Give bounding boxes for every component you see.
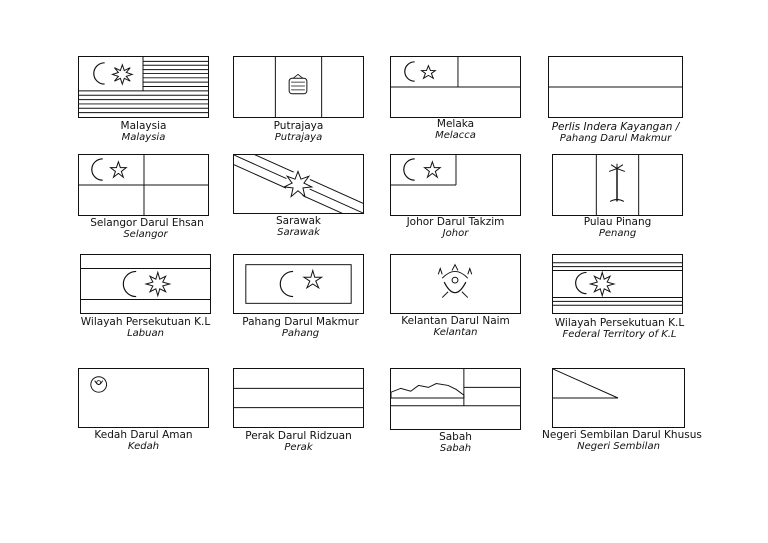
flag-name: Putrajaya [273, 120, 324, 132]
flag-name: Pulau Pinang [583, 216, 652, 228]
flag-name: Selangor Darul Ehsan [90, 217, 204, 229]
flag-name: Negeri Sembilan Darul Khusus [542, 429, 702, 441]
flag-name: Malaysia [120, 120, 167, 132]
melaka-flag [390, 56, 521, 118]
flag-subtitle: Kedah [127, 441, 160, 452]
flag-card-labuan [78, 254, 248, 364]
flag-subtitle: Selangor [123, 229, 168, 240]
flag-card-pahang [233, 254, 403, 364]
flag-subtitle: Negeri Sembilan [577, 441, 660, 452]
flag-subtitle: Penang [598, 228, 637, 239]
flag-name: Pahang Darul Makmur [242, 316, 359, 328]
flag-card-melaka [390, 56, 560, 166]
flag-name: Kelantan Darul Naim [401, 315, 510, 327]
flag-subtitle: Perak [284, 442, 313, 453]
flag-subtitle: Johor [442, 228, 469, 239]
flag-name: Melaka [436, 118, 475, 130]
flag-card-sarawak [233, 154, 403, 264]
selangor-flag [78, 154, 209, 216]
flag-card-putrajaya [233, 56, 403, 166]
flag-name: Sabah [439, 431, 472, 443]
flag-name: Perlis Indera Kayangan / [551, 121, 680, 133]
kelantan-flag [390, 254, 521, 314]
flag-subtitle: Federal Territory of K.L [562, 329, 677, 340]
flag-subtitle: Sabah [439, 443, 472, 454]
pahang-flag [233, 254, 364, 314]
flag-card-penang [552, 154, 722, 264]
flag-card-selangor [78, 154, 248, 264]
flag-card-kedah [78, 368, 248, 478]
flag-card-malaysia [78, 56, 248, 166]
flag-name: Johor Darul Takzim [406, 216, 505, 228]
flag-card-johor [390, 154, 560, 264]
flag-card-sabah [390, 368, 560, 478]
penang-flag [552, 154, 683, 216]
kuala-lumpur-flag [552, 254, 683, 314]
labuan-flag [80, 254, 211, 314]
flag-subtitle: Melacca [435, 130, 476, 141]
flag-subtitle: Sarawak [277, 227, 320, 238]
flag-name: Wilayah Persekutuan K.L [80, 316, 211, 328]
flag-name: Kedah Darul Aman [94, 429, 193, 441]
flag-card-perlis [548, 56, 718, 166]
flag-subtitle: Labuan [127, 328, 164, 339]
flag-subtitle: Pahang Darul Makmur [559, 133, 672, 144]
flag-card-kuala-lumpur [552, 254, 722, 364]
sabah-flag [390, 368, 521, 430]
putrajaya-flag [233, 56, 364, 118]
flag-name: Sarawak [276, 215, 321, 227]
flag-card-kelantan [390, 254, 560, 364]
flag-subtitle: Kelantan [433, 327, 478, 338]
perlis-flag [548, 56, 683, 118]
flag-card-negeri-sembilan [542, 368, 722, 478]
malaysia-flag [78, 56, 209, 118]
flag-subtitle: Putrajaya [274, 132, 323, 143]
johor-flag [390, 154, 521, 216]
perak-flag [233, 368, 364, 428]
kedah-flag [78, 368, 209, 428]
flag-name: Perak Darul Ridzuan [245, 430, 352, 442]
flag-name: Wilayah Persekutuan K.L [554, 317, 685, 329]
flag-subtitle: Malaysia [121, 132, 166, 143]
flag-card-perak [233, 368, 403, 478]
flag-subtitle: Pahang [281, 328, 320, 339]
negeri-sembilan-flag [552, 368, 685, 428]
sarawak-flag [233, 154, 364, 214]
